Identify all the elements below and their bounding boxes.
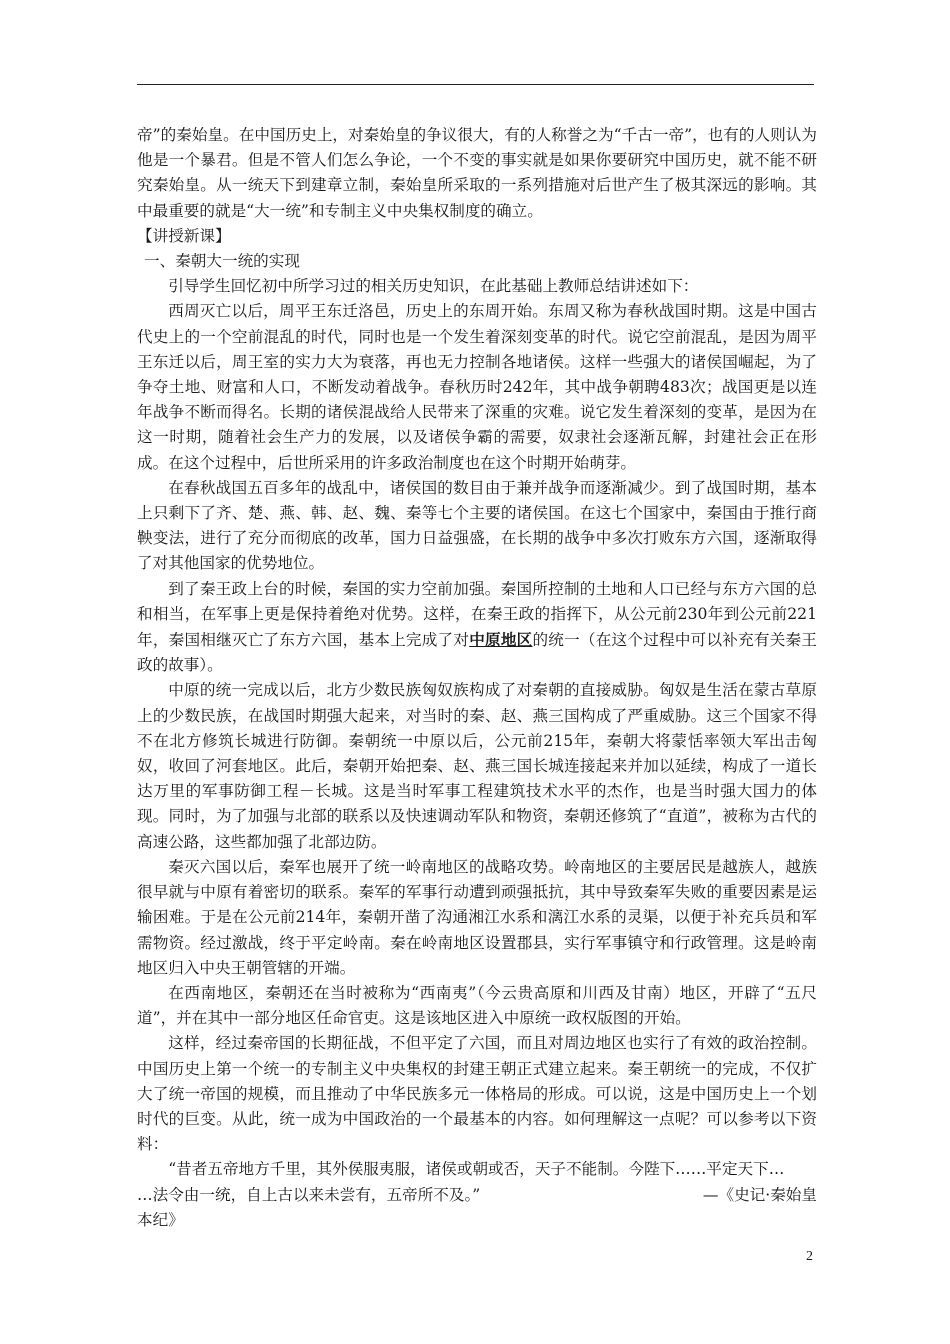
paragraph-8: 这样，经过秦帝国的长期征战，不但平定了六国，而且对周边地区也实行了有效的政治控制。中国历史上第一个统一的专制主义中央集权的封建王朝正式建立起来。秦王朝统一的完成，不仅扩大了统一帝国的规模，而且推动了中华民族多元一体格局的形成。可以说，这是中国历史上一个划时代的巨变。从此，统一成为中国政治的一个最基本的内容。如何理解这一点呢？可以参考以下资料：	[137, 1034, 817, 1154]
paragraph-3: 在春秋战国五百多年的战乱中，诸侯国的数目由于兼并战争而逐渐减少。到了战国时期，基本上只剩下了齐、楚、燕、韩、赵、魏、秦等七个主要的诸侯国。在这七个国家中，秦国由于推行商鞅变法，进行了充分而彻底的改革，国力日益强盛，在长期的战争中多次打败东方六国，逐渐取得了对其他国家的优势地位。	[137, 478, 817, 573]
quote-text-end: …法令由一统，自上古以来未尝有，五帝所不及。”	[137, 1185, 481, 1204]
lesson-heading: 【讲授新课】	[137, 226, 231, 245]
section-title: 一、秦朝大一统的实现	[144, 252, 300, 271]
paragraph-4-text-after: 的统一（在这个过程中可以补充有关秦王政的故事）。	[137, 631, 817, 675]
paragraph-7: 在西南地区，秦朝还在当时被称为“西南夷”（今云贵高原和川西及甘南）地区，开辟了“五尺道”，并在其中一部分地区任命官吏。这是该地区进入中原统一政权版图的开始。	[137, 983, 817, 1028]
emphasis-central-plains: 中原地区	[469, 630, 533, 650]
intro-paragraph: 帝”的秦始皇。在中国历史上，对秦始皇的争议很大，有的人称誉之为“千古一帝”，也有的人则认为他是一个暴君。但是不管人们怎么争论，一个不变的事实就是如果你要研究中国历史，就不能不研究秦始皇。从一统天下到建章立制，秦始皇所采取的一系列措施对后世产生了极其深远的影响。其中最重要的就是“大一统”和专制主义中央集权制度的确立。	[137, 126, 817, 220]
quote-line-1: “昔者五帝地方千里，其外侯服夷服，诸侯或朝或否，天子不能制。今陛下……平定天下…	[168, 1160, 785, 1179]
paragraph-5: 中原的统一完成以后，北方少数民族匈奴族构成了对秦朝的直接威胁。匈奴是生活在蒙古草原上的少数民族，在战国时期强大起来，对当时的秦、赵、燕三国构成了严重威胁。这三个国家不得不在北方修筑长城进行防御。秦朝统一中原以后，公元前215年，秦朝大将蒙恬率领大军出击匈奴，收回了河套地区。此后，秦朝开始把秦、赵、燕三国长城连接起来并加以延续，构成了一道长达万里的军事防御工程－长城。这是当时军事工程建筑技术水平的杰作，也是当时强大国力的体现。同时，为了加强与北部的联系以及快速调动军队和物资，秦朝还修筑了“直道”，被称为古代的高速公路，这些都加强了北部边防。	[137, 681, 817, 851]
paragraph-1: 引导学生回忆初中所学习过的相关历史知识，在此基础上教师总结讲述如下：	[168, 277, 699, 296]
quote-source: —《史记·秦始皇	[702, 1185, 817, 1204]
paragraph-4	[137, 577, 817, 679]
header-rule	[137, 84, 814, 85]
quote-source-continued: 本纪》	[137, 1210, 184, 1229]
paragraph-2: 西周灭亡以后，周平王东迁洛邑，历史上的东周开始。东周又称为春秋战国时期。这是中国古代史上的一个空前混乱的时代，同时也是一个发生着深刻变革的时代。说它空前混乱，是因为周平王东迁以后，周王室的实力大为衰落，再也无力控制各地诸侯。这样一些强大的诸侯国崛起，为了争夺土地、财富和人口，不断发动着战争。春秋历时242年，其中战争朝聘483次；战国更是以连年战争不断而得名。长期的诸侯混战给人民带来了深重的灾难。说它发生着深刻的变革，是因为在这一时期，随着社会生产力的发展，以及诸侯争霸的需要，奴隶社会逐渐瓦解，封建社会正在形成。在这个过程中，后世所采用的许多政治制度也在这个时期开始萌芽。	[137, 302, 817, 472]
paragraph-6: 秦灭六国以后，秦军也展开了统一岭南地区的战略攻势。岭南地区的主要居民是越族人，越族很早就与中原有着密切的联系。秦军的军事行动遭到顽强抵抗，其中导致秦军失败的重要因素是运输困难。于是在公元前214年，秦朝开凿了沟通湘江水系和漓江水系的灵渠，以便于补充兵员和军需物资。经过激战，终于平定岭南。秦在岭南地区设置郡县，实行军事镇守和行政管理。这是岭南地区归入中央王朝管辖的开端。	[137, 857, 817, 977]
paragraph-4-text-before: 到了秦王政上台的时候，秦国的实力空前加强。秦国所控制的土地和人口已经与东方六国的总和相当，在军事上更是保持着绝对优势。这样，在秦王政的指挥下，从公元前230年到公元前221年，秦国相继灭亡了东方六国，基本上完成了对	[137, 579, 817, 650]
page-number: 2	[806, 1249, 813, 1264]
quote-line-2	[137, 1183, 817, 1208]
page-body	[137, 123, 817, 1233]
